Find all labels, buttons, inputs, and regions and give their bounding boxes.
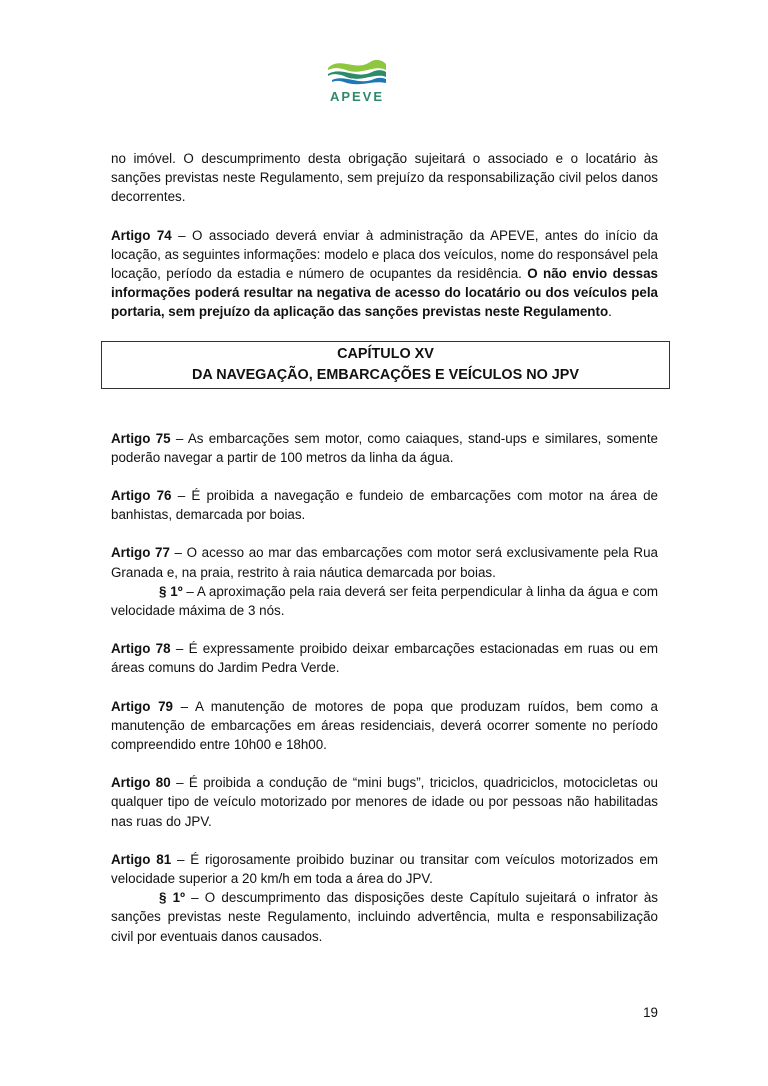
article-74-label: Artigo 74 — [111, 227, 172, 243]
article-81-label: Artigo 81 — [111, 851, 172, 867]
article-77-text: – O acesso ao mar das embarcações com motor será exclusivamente pela Rua Granada e, na praia, restrito à raia náutica demarcada por boias. — [111, 545, 658, 580]
chapter-heading-box — [101, 341, 670, 389]
article-81-paragraph-1 — [111, 888, 658, 946]
article-80-label: Artigo 80 — [111, 775, 171, 791]
chapter-number: CAPÍTULO XV — [337, 345, 434, 362]
article-77-paragraph-1 — [111, 582, 658, 620]
article-80-text: – É proibida a condução de “mini bugs”, triciclos, quadriciclos, motocicletas ou qualquer tipo de veículo motorizado por menores de idade ou por pessoas não habilitadas nas ruas do JPV. — [111, 775, 658, 829]
article-77-paragraph-1-text: – A aproximação pela raia deverá ser feita perpendicular à linha da água e com velocidade máxima de 3 nós. — [111, 583, 658, 619]
article-78-label: Artigo 78 — [111, 641, 171, 657]
article-81 — [111, 850, 658, 888]
article-75-text: – As embarcações sem motor, como caiaques, stand-ups e similares, somente poderão navegar a partir de 100 metros da linha da água. — [111, 430, 658, 465]
article-76-label: Artigo 76 — [111, 488, 172, 504]
paragraph-continuation: no imóvel. O descumprimento desta obrigação sujeitará o associado e o locatário às sanções previstas neste Regulamento, sem prejuízo da responsabilização civil pelos danos decorrentes. — [111, 151, 658, 205]
document-body — [111, 149, 658, 965]
article-74 — [111, 226, 658, 322]
apeve-logo — [322, 58, 392, 108]
article-76-text: – É proibida a navegação e fundeio de embarcações com motor na área de banhistas, demarcada por boias. — [111, 488, 658, 523]
article-79-text: – A manutenção de motores de popa que produzam ruídos, bem como a manutenção de embarcações em áreas residenciais, deverá ocorrer somente no período compreendido entre 10h00 e 18h00. — [111, 698, 658, 753]
article-81-paragraph-1-label: § 1º — [159, 890, 185, 906]
article-74-end: . — [608, 304, 612, 320]
article-78 — [111, 639, 658, 677]
article-77-paragraph-1-label: § 1º — [159, 583, 183, 599]
article-77-label: Artigo 77 — [111, 545, 170, 561]
article-81-text: – É rigorosamente proibido buzinar ou transitar com veículos motorizados em velocidade superior a 20 km/h em toda a área do JPV. — [111, 851, 658, 887]
article-80 — [111, 773, 658, 831]
article-74-text: – O associado deverá enviar à administração da APEVE, antes do início da locação, as seguintes informações: modelo e placa dos veículos, nome do responsável pela locação, período da estadia e número de ocupantes da residência. — [111, 227, 658, 282]
article-81-paragraph-1-text: – O descumprimento das disposições deste Capítulo sujeitará o infrator às sanções previstas neste Regulamento, incluindo advertência, multa e responsabilização civil por eventuais danos causados. — [111, 890, 658, 944]
article-74-bold-text: O não envio dessas informações poderá resultar na negativa de acesso do locatário ou dos veículos pela portaria, sem prejuízo da aplicação das sanções previstas neste Regulamento — [111, 266, 658, 320]
article-79-label: Artigo 79 — [111, 698, 173, 714]
article-75-label: Artigo 75 — [111, 430, 171, 446]
apeve-logo-mark-icon — [322, 58, 392, 88]
chapter-title: DA NAVEGAÇÃO, EMBARCAÇÕES E VEÍCULOS NO JPV — [192, 366, 579, 383]
apeve-logo-text: APEVE — [329, 89, 385, 104]
article-77 — [111, 543, 658, 581]
article-79 — [111, 697, 658, 755]
page-number: 19 — [643, 1005, 658, 1020]
article-75 — [111, 429, 658, 467]
article-78-text: – É expressamente proibido deixar embarcações estacionadas em ruas ou em áreas comuns do Jardim Pedra Verde. — [111, 641, 658, 676]
article-76 — [111, 486, 658, 524]
